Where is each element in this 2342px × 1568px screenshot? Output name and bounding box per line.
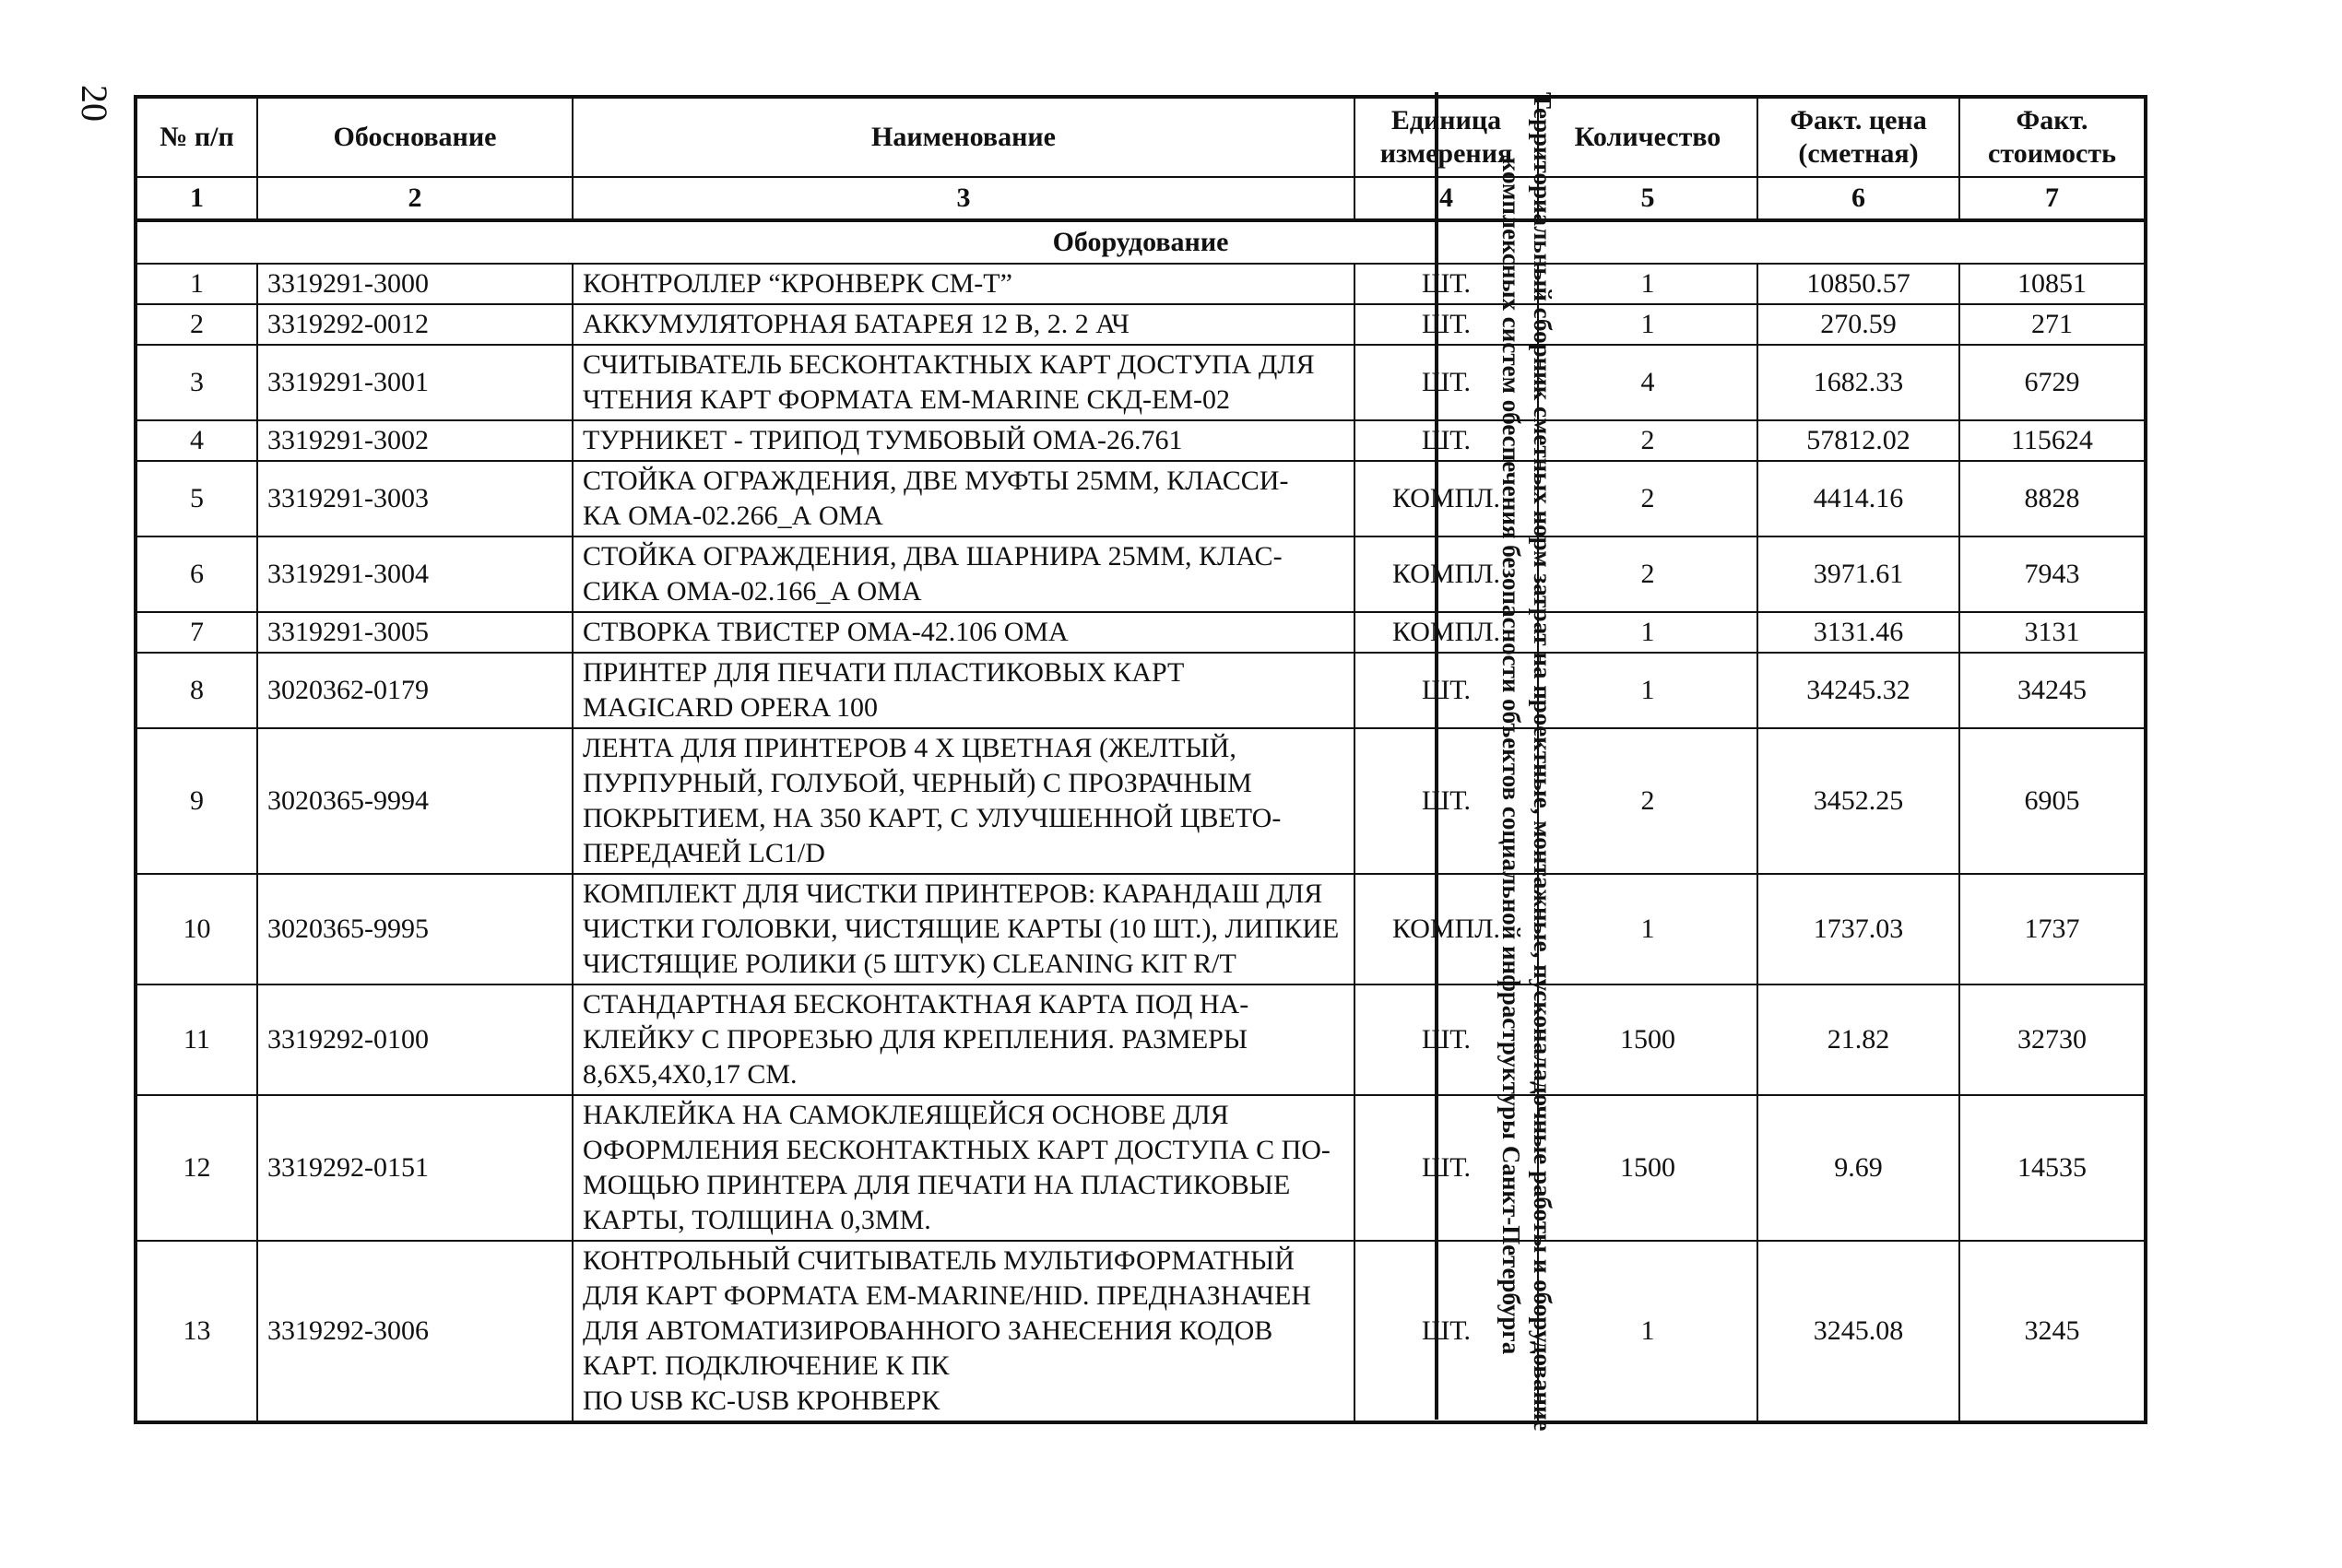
row-number-cell: 13	[136, 1241, 257, 1422]
item-name-line: КАРТ. ПОДКЛЮЧЕНИЕ К ПК	[583, 1350, 950, 1381]
item-name-cell	[573, 653, 1354, 728]
table-row	[136, 345, 2146, 420]
row-number-cell: 11	[136, 984, 257, 1095]
item-name-line: КАРТЫ, ТОЛЩИНА 0,3ММ.	[583, 1205, 931, 1235]
row-number-cell: 3	[136, 345, 257, 420]
item-name-line: ПОКРЫТИЕМ, НА 350 КАРТ, С УЛУЧШЕННОЙ ЦВЕТО-	[583, 803, 1282, 833]
item-name-cell	[573, 345, 1354, 420]
table-row	[136, 874, 2146, 984]
basis-code-cell: 3319292-0151	[257, 1095, 573, 1241]
cost-cell: 34245	[1959, 653, 2146, 728]
header-cell-unit: Единица измерения	[1354, 97, 1538, 177]
equipment-table	[134, 95, 2147, 1424]
price-cell: 3245.08	[1757, 1241, 1959, 1422]
unit-cell: ШТ.	[1354, 345, 1538, 420]
cost-cell: 8828	[1959, 461, 2146, 536]
section-title: Оборудование	[136, 220, 2146, 264]
item-name-line: НАКЛЕЙКА НА САМОКЛЕЯЩЕЙСЯ ОСНОВЕ ДЛЯ	[583, 1100, 1229, 1130]
unit-cell: ШТ.	[1354, 984, 1538, 1095]
cost-cell: 3131	[1959, 612, 2146, 653]
table-row	[136, 1241, 2146, 1422]
table-row	[136, 728, 2146, 874]
header-row	[136, 97, 2146, 177]
table-row	[136, 461, 2146, 536]
item-name-line: СТАНДАРТНАЯ БЕСКОНТАКТНАЯ КАРТА ПОД НА-	[583, 989, 1249, 1020]
quantity-cell: 1	[1538, 612, 1757, 653]
basis-code-cell: 3020365-9995	[257, 874, 573, 984]
item-name-line: ЧТЕНИЯ КАРТ ФОРМАТА EM-MARINE СКД-ЕМ-02	[583, 384, 1230, 415]
basis-code-cell: 3020365-9994	[257, 728, 573, 874]
item-name-line: МОЩЬЮ ПРИНТЕРА ДЛЯ ПЕЧАТИ НА ПЛАСТИКОВЫЕ	[583, 1170, 1291, 1200]
cost-cell: 271	[1959, 304, 2146, 345]
row-number-cell: 12	[136, 1095, 257, 1241]
running-header-line-2: комплексных систем обеспечения безопасности объектов социальной инфраструктуры Санкт-Петербурга	[1497, 157, 1525, 1355]
item-name-line: ДЛЯ АВТОМАТИЗИРОВАННОГО ЗАНЕСЕНИЯ КОДОВ	[583, 1315, 1273, 1346]
header-cell-quantity: Количество	[1538, 97, 1757, 177]
item-name-line: КА ОМА-02.266_А ОМА	[583, 501, 883, 531]
row-number-cell: 9	[136, 728, 257, 874]
cost-cell: 6905	[1959, 728, 2146, 874]
column-number: 5	[1538, 177, 1757, 220]
page-number: 20	[74, 85, 115, 122]
basis-code-cell: 3319291-3003	[257, 461, 573, 536]
table-row	[136, 612, 2146, 653]
item-name-cell	[573, 536, 1354, 612]
price-cell: 1682.33	[1757, 345, 1959, 420]
table-row	[136, 1095, 2146, 1241]
unit-cell: ШТ.	[1354, 653, 1538, 728]
quantity-cell: 1	[1538, 653, 1757, 728]
item-name-line: СИКА ОМА-02.166_А ОМА	[583, 576, 922, 607]
row-number-cell: 7	[136, 612, 257, 653]
quantity-cell: 1	[1538, 874, 1757, 984]
column-number: 7	[1959, 177, 2146, 220]
table-row	[136, 304, 2146, 345]
row-number-cell: 8	[136, 653, 257, 728]
item-name-cell	[573, 728, 1354, 874]
item-name-cell	[573, 1241, 1354, 1422]
price-cell: 10850.57	[1757, 264, 1959, 304]
basis-code-cell: 3319291-3004	[257, 536, 573, 612]
item-name-line: СТОЙКА ОГРАЖДЕНИЯ, ДВЕ МУФТЫ 25ММ, КЛАССИ-	[583, 466, 1289, 496]
price-cell: 4414.16	[1757, 461, 1959, 536]
basis-code-cell: 3319292-0012	[257, 304, 573, 345]
cost-cell: 115624	[1959, 420, 2146, 461]
item-name-line: КОМПЛЕКТ ДЛЯ ЧИСТКИ ПРИНТЕРОВ: КАРАНДАШ ДЛЯ	[583, 878, 1323, 909]
item-name-line: ПУРПУРНЫЙ, ГОЛУБОЙ, ЧЕРНЫЙ) С ПРОЗРАЧНЫМ	[583, 768, 1252, 798]
quantity-cell: 2	[1538, 461, 1757, 536]
column-number-row	[136, 177, 2146, 220]
price-cell: 57812.02	[1757, 420, 1959, 461]
item-name-cell	[573, 420, 1354, 461]
table-row	[136, 420, 2146, 461]
unit-cell: КОМПЛ.	[1354, 612, 1538, 653]
item-name-cell	[573, 1095, 1354, 1241]
table-row	[136, 984, 2146, 1095]
price-cell: 9.69	[1757, 1095, 1959, 1241]
basis-code-cell: 3319291-3001	[257, 345, 573, 420]
item-name-line: ДЛЯ КАРТ ФОРМАТА EM-MARINE/HID. ПРЕДНАЗНАЧЕН	[583, 1280, 1311, 1311]
quantity-cell: 1	[1538, 1241, 1757, 1422]
item-name-line: ТУРНИКЕТ - ТРИПОД ТУМБОВЫЙ ОМА-26.761	[583, 425, 1183, 455]
item-name-line: ЛЕНТА ДЛЯ ПРИНТЕРОВ 4 Х ЦВЕТНАЯ (ЖЕЛТЫЙ,	[583, 733, 1236, 763]
row-number-cell: 1	[136, 264, 257, 304]
cost-cell: 3245	[1959, 1241, 2146, 1422]
unit-cell: ШТ.	[1354, 728, 1538, 874]
price-cell: 3971.61	[1757, 536, 1959, 612]
column-number: 1	[136, 177, 257, 220]
item-name-line: СТОЙКА ОГРАЖДЕНИЯ, ДВА ШАРНИРА 25ММ, КЛАС-	[583, 541, 1283, 572]
unit-cell: КОМПЛ.	[1354, 874, 1538, 984]
basis-code-cell: 3020362-0179	[257, 653, 573, 728]
header-cell-cost: Факт. стоимость	[1959, 97, 2146, 177]
unit-cell: ШТ.	[1354, 264, 1538, 304]
column-number: 2	[257, 177, 573, 220]
basis-code-cell: 3319291-3005	[257, 612, 573, 653]
basis-code-cell: 3319291-3002	[257, 420, 573, 461]
row-number-cell: 5	[136, 461, 257, 536]
header-cell-name: Наименование	[573, 97, 1354, 177]
unit-cell: ШТ.	[1354, 420, 1538, 461]
item-name-line: АККУМУЛЯТОРНАЯ БАТАРЕЯ 12 В, 2. 2 АЧ	[583, 309, 1130, 339]
quantity-cell: 4	[1538, 345, 1757, 420]
item-name-line: ЧИСТКИ ГОЛОВКИ, ЧИСТЯЩИЕ КАРТЫ (10 ШТ.), ЛИПКИЕ	[583, 914, 1340, 944]
unit-cell: ШТ.	[1354, 304, 1538, 345]
header-cell-number: № п/п	[136, 97, 257, 177]
section-row	[136, 220, 2146, 264]
price-cell: 3131.46	[1757, 612, 1959, 653]
cost-cell: 7943	[1959, 536, 2146, 612]
row-number-cell: 2	[136, 304, 257, 345]
price-cell: 1737.03	[1757, 874, 1959, 984]
header-cell-price: Факт. цена (сметная)	[1757, 97, 1959, 177]
unit-cell: КОМПЛ.	[1354, 461, 1538, 536]
item-name-line: КЛЕЙКУ С ПРОРЕЗЬЮ ДЛЯ КРЕПЛЕНИЯ. РАЗМЕРЫ	[583, 1024, 1248, 1055]
price-cell: 270.59	[1757, 304, 1959, 345]
item-name-cell	[573, 461, 1354, 536]
row-number-cell: 6	[136, 536, 257, 612]
column-number: 3	[573, 177, 1354, 220]
quantity-cell: 1500	[1538, 984, 1757, 1095]
unit-cell: ШТ.	[1354, 1095, 1538, 1241]
cost-cell: 32730	[1959, 984, 2146, 1095]
item-name-cell	[573, 984, 1354, 1095]
quantity-cell: 2	[1538, 536, 1757, 612]
cost-cell: 6729	[1959, 345, 2146, 420]
item-name-line: СТВОРКА ТВИСТЕР ОМА-42.106 ОМА	[583, 617, 1069, 647]
quantity-cell: 1	[1538, 264, 1757, 304]
item-name-line: ПО USB КС-USB КРОНВЕРК	[583, 1385, 940, 1416]
item-name-line: MAGICARD OPERA 100	[583, 692, 879, 723]
column-number: 6	[1757, 177, 1959, 220]
column-number: 4	[1354, 177, 1538, 220]
table-row	[136, 264, 2146, 304]
quantity-cell: 2	[1538, 420, 1757, 461]
item-name-line: СЧИТЫВАТЕЛЬ БЕСКОНТАКТНЫХ КАРТ ДОСТУПА ДЛЯ	[583, 349, 1315, 380]
basis-code-cell: 3319291-3000	[257, 264, 573, 304]
quantity-cell: 1	[1538, 304, 1757, 345]
basis-code-cell: 3319292-0100	[257, 984, 573, 1095]
row-number-cell: 10	[136, 874, 257, 984]
item-name-cell	[573, 304, 1354, 345]
item-name-line: ЧИСТЯЩИЕ РОЛИКИ (5 ШТУК) CLEANING KIT R/T	[583, 949, 1236, 979]
price-cell: 3452.25	[1757, 728, 1959, 874]
item-name-line: ПРИНТЕР ДЛЯ ПЕЧАТИ ПЛАСТИКОВЫХ КАРТ	[583, 657, 1185, 688]
item-name-cell	[573, 612, 1354, 653]
quantity-cell: 2	[1538, 728, 1757, 874]
unit-cell: КОМПЛ.	[1354, 536, 1538, 612]
header-cell-basis: Обоснование	[257, 97, 573, 177]
basis-code-cell: 3319292-3006	[257, 1241, 573, 1422]
table-row	[136, 653, 2146, 728]
quantity-cell: 1500	[1538, 1095, 1757, 1241]
item-name-cell	[573, 874, 1354, 984]
item-name-line: КОНТРОЛЬНЫЙ СЧИТЫВАТЕЛЬ МУЛЬТИФОРМАТНЫЙ	[583, 1245, 1295, 1276]
cost-cell: 14535	[1959, 1095, 2146, 1241]
table-row	[136, 536, 2146, 612]
price-cell: 34245.32	[1757, 653, 1959, 728]
cost-cell: 10851	[1959, 264, 2146, 304]
item-name-line: КОНТРОЛЛЕР “КРОНВЕРК СМ-Т”	[583, 268, 1012, 299]
cost-cell: 1737	[1959, 874, 2146, 984]
item-name-cell	[573, 264, 1354, 304]
item-name-line: ПЕРЕДАЧЕЙ LC1/D	[583, 838, 825, 868]
item-name-line: 8,6Х5,4Х0,17 СМ.	[583, 1059, 798, 1090]
item-name-line: ОФОРМЛЕНИЯ БЕСКОНТАКТНЫХ КАРТ ДОСТУПА С ПО-	[583, 1135, 1331, 1165]
price-cell: 21.82	[1757, 984, 1959, 1095]
unit-cell: ШТ.	[1354, 1241, 1538, 1422]
running-header-line-1: Территориальный сборник сметных норм затрат на проектные, монтажные, пусконаладочные работы и оборудование	[1529, 92, 1556, 1432]
row-number-cell: 4	[136, 420, 257, 461]
